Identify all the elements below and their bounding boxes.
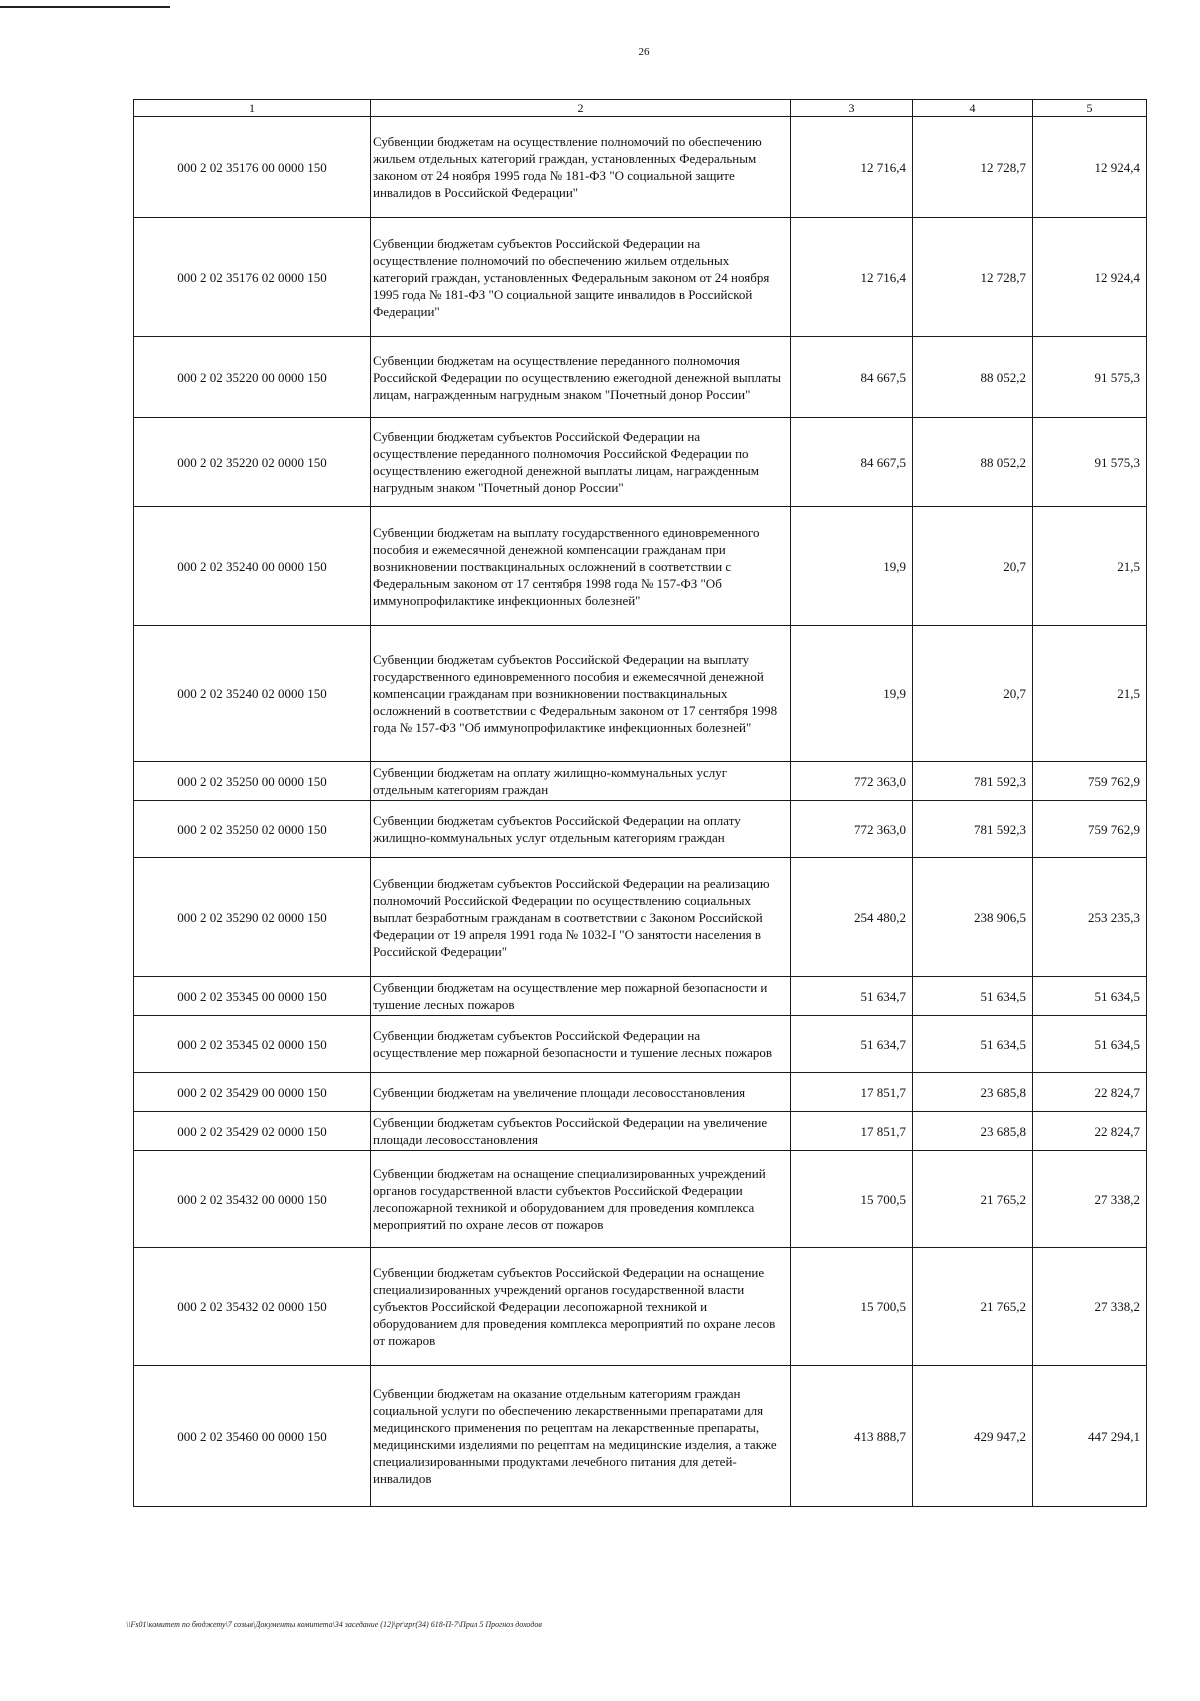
code-cell: 000 2 02 35429 02 0000 150	[134, 1112, 371, 1151]
code-cell: 000 2 02 35220 00 0000 150	[134, 337, 371, 418]
value-cell: 759 762,9	[1033, 762, 1147, 801]
name-cell: Субвенции бюджетам субъектов Российской Федерации на увеличение площади лесовосстановления	[371, 1112, 791, 1151]
value-cell: 15 700,5	[791, 1248, 913, 1366]
code-cell: 000 2 02 35345 02 0000 150	[134, 1016, 371, 1073]
value-cell: 51 634,7	[791, 1016, 913, 1073]
value-cell: 51 634,5	[913, 1016, 1033, 1073]
value-cell: 772 363,0	[791, 801, 913, 858]
value-cell: 51 634,5	[913, 977, 1033, 1016]
value-cell: 17 851,7	[791, 1112, 913, 1151]
value-cell: 781 592,3	[913, 762, 1033, 801]
value-cell: 12 716,4	[791, 218, 913, 337]
value-cell: 12 728,7	[913, 218, 1033, 337]
value-cell: 238 906,5	[913, 858, 1033, 977]
column-header: 3	[791, 100, 913, 117]
code-cell: 000 2 02 35345 00 0000 150	[134, 977, 371, 1016]
scan-edge-line	[0, 6, 170, 8]
value-cell: 20,7	[913, 626, 1033, 762]
value-cell: 91 575,3	[1033, 418, 1147, 507]
value-cell: 12 924,4	[1033, 218, 1147, 337]
table-row	[134, 626, 1147, 762]
table-row	[134, 218, 1147, 337]
name-cell: Субвенции бюджетам субъектов Российской Федерации на оснащение специализированных учреждений органов государственной власти субъектов Российской Федерации лесопожарной техникой и оборудованием для проведения комплекса мероприятий по охране лесов от пожаров	[371, 1248, 791, 1366]
value-cell: 20,7	[913, 507, 1033, 626]
name-cell: Субвенции бюджетам на осуществление мер пожарной безопасности и тушение лесных пожаров	[371, 977, 791, 1016]
code-cell: 000 2 02 35432 02 0000 150	[134, 1248, 371, 1366]
code-cell: 000 2 02 35250 00 0000 150	[134, 762, 371, 801]
name-cell: Субвенции бюджетам на оснащение специализированных учреждений органов государственной власти субъектов Российской Федерации лесопожарной техникой и оборудованием для проведения комплекса мероприятий по охране лесов от пожаров	[371, 1151, 791, 1248]
value-cell: 84 667,5	[791, 337, 913, 418]
value-cell: 51 634,7	[791, 977, 913, 1016]
name-cell: Субвенции бюджетам субъектов Российской Федерации на выплату государственного единовременного пособия и ежемесячной денежной компенсации гражданам при возникновении поствакцинальных осложнений в соответствии с Федеральным законом от 17 сентября 1998 года № 157-ФЗ "Об иммунопрофилактике инфекционных болезней"	[371, 626, 791, 762]
name-cell: Субвенции бюджетам субъектов Российской Федерации на осуществление полномочий по обеспечению жильем отдельных категорий граждан, установленных Федеральным законом от 24 ноября 1995 года № 181-ФЗ "О социальной защите инвалидов в Российской Федерации"	[371, 218, 791, 337]
name-cell: Субвенции бюджетам на увеличение площади лесовосстановления	[371, 1073, 791, 1112]
column-header: 2	[371, 100, 791, 117]
code-cell: 000 2 02 35176 02 0000 150	[134, 218, 371, 337]
value-cell: 17 851,7	[791, 1073, 913, 1112]
table-row	[134, 762, 1147, 801]
value-cell: 91 575,3	[1033, 337, 1147, 418]
name-cell: Субвенции бюджетам на осуществление переданного полномочия Российской Федерации по осуществлению ежегодной денежной выплаты лицам, награжденным нагрудным знаком "Почетный донор России"	[371, 337, 791, 418]
table-row	[134, 117, 1147, 218]
name-cell: Субвенции бюджетам субъектов Российской Федерации на реализацию полномочий Российской Федерации по осуществлению социальных выплат безработным гражданам в соответствии с Законом Российской Федерации от 19 апреля 1991 года № 1032-I "О занятости населения в Российской Федерации"	[371, 858, 791, 977]
value-cell: 27 338,2	[1033, 1248, 1147, 1366]
value-cell: 12 728,7	[913, 117, 1033, 218]
value-cell: 88 052,2	[913, 337, 1033, 418]
code-cell: 000 2 02 35176 00 0000 150	[134, 117, 371, 218]
value-cell: 429 947,2	[913, 1366, 1033, 1507]
value-cell: 51 634,5	[1033, 1016, 1147, 1073]
value-cell: 27 338,2	[1033, 1151, 1147, 1248]
table-row	[134, 337, 1147, 418]
revenue-forecast-table	[133, 99, 1147, 1507]
table-row	[134, 418, 1147, 507]
value-cell: 22 824,7	[1033, 1112, 1147, 1151]
value-cell: 21 765,2	[913, 1151, 1033, 1248]
value-cell: 21,5	[1033, 626, 1147, 762]
name-cell: Субвенции бюджетам на оказание отдельным категориям граждан социальной услуги по обеспечению лекарственными препаратами для медицинского применения по рецептам на лекарственные препараты, медицинскими изделиями по рецептам на медицинские изделия, а также специализированными продуктами лечебного питания для детей-инвалидов	[371, 1366, 791, 1507]
page-number: 26	[638, 46, 650, 58]
column-header: 5	[1033, 100, 1147, 117]
code-cell: 000 2 02 35432 00 0000 150	[134, 1151, 371, 1248]
value-cell: 772 363,0	[791, 762, 913, 801]
value-cell: 84 667,5	[791, 418, 913, 507]
column-header: 4	[913, 100, 1033, 117]
value-cell: 23 685,8	[913, 1073, 1033, 1112]
code-cell: 000 2 02 35429 00 0000 150	[134, 1073, 371, 1112]
value-cell: 12 716,4	[791, 117, 913, 218]
table-row	[134, 858, 1147, 977]
value-cell: 15 700,5	[791, 1151, 913, 1248]
value-cell: 51 634,5	[1033, 977, 1147, 1016]
code-cell: 000 2 02 35460 00 0000 150	[134, 1366, 371, 1507]
code-cell: 000 2 02 35220 02 0000 150	[134, 418, 371, 507]
name-cell: Субвенции бюджетам на осуществление полномочий по обеспечению жильем отдельных категорий граждан, установленных Федеральным законом от 24 ноября 1995 года № 181-ФЗ "О социальной защите инвалидов в Российской Федерации"	[371, 117, 791, 218]
table-row	[134, 1248, 1147, 1366]
name-cell: Субвенции бюджетам субъектов Российской Федерации на оплату жилищно-коммунальных услуг отдельным категориям граждан	[371, 801, 791, 858]
value-cell: 88 052,2	[913, 418, 1033, 507]
table-row	[134, 1366, 1147, 1507]
name-cell: Субвенции бюджетам субъектов Российской Федерации на осуществление мер пожарной безопасности и тушение лесных пожаров	[371, 1016, 791, 1073]
table-row	[134, 1073, 1147, 1112]
code-cell: 000 2 02 35240 02 0000 150	[134, 626, 371, 762]
code-cell: 000 2 02 35240 00 0000 150	[134, 507, 371, 626]
value-cell: 22 824,7	[1033, 1073, 1147, 1112]
table-row	[134, 977, 1147, 1016]
name-cell: Субвенции бюджетам на выплату государственного единовременного пособия и ежемесячной денежной компенсации гражданам при возникновении поствакцинальных осложнений в соответствии с Федеральным законом от 17 сентября 1998 года № 157-ФЗ "Об иммунопрофилактике инфекционных болезней"	[371, 507, 791, 626]
value-cell: 21 765,2	[913, 1248, 1033, 1366]
code-cell: 000 2 02 35250 02 0000 150	[134, 801, 371, 858]
file-path-footer: \\Fs01\комитет по бюджету\7 созыв\Документы комитета\34 заседание (12)\pr\zpr(34) 618-П-7\Прил 5 Прогноз доходов	[126, 1620, 542, 1629]
value-cell: 254 480,2	[791, 858, 913, 977]
name-cell: Субвенции бюджетам субъектов Российской Федерации на осуществление переданного полномочия Российской Федерации по осуществлению ежегодной денежной выплаты лицам, награжденным нагрудным знаком "Почетный донор России"	[371, 418, 791, 507]
value-cell: 12 924,4	[1033, 117, 1147, 218]
table-row	[134, 1151, 1147, 1248]
value-cell: 21,5	[1033, 507, 1147, 626]
value-cell: 253 235,3	[1033, 858, 1147, 977]
table-row	[134, 1112, 1147, 1151]
column-header: 1	[134, 100, 371, 117]
value-cell: 781 592,3	[913, 801, 1033, 858]
code-cell: 000 2 02 35290 02 0000 150	[134, 858, 371, 977]
value-cell: 447 294,1	[1033, 1366, 1147, 1507]
value-cell: 19,9	[791, 507, 913, 626]
value-cell: 23 685,8	[913, 1112, 1033, 1151]
name-cell: Субвенции бюджетам на оплату жилищно-коммунальных услуг отдельным категориям граждан	[371, 762, 791, 801]
value-cell: 759 762,9	[1033, 801, 1147, 858]
value-cell: 413 888,7	[791, 1366, 913, 1507]
table-row	[134, 507, 1147, 626]
table-row	[134, 801, 1147, 858]
table-row	[134, 1016, 1147, 1073]
value-cell: 19,9	[791, 626, 913, 762]
table-header-row	[134, 100, 1147, 117]
